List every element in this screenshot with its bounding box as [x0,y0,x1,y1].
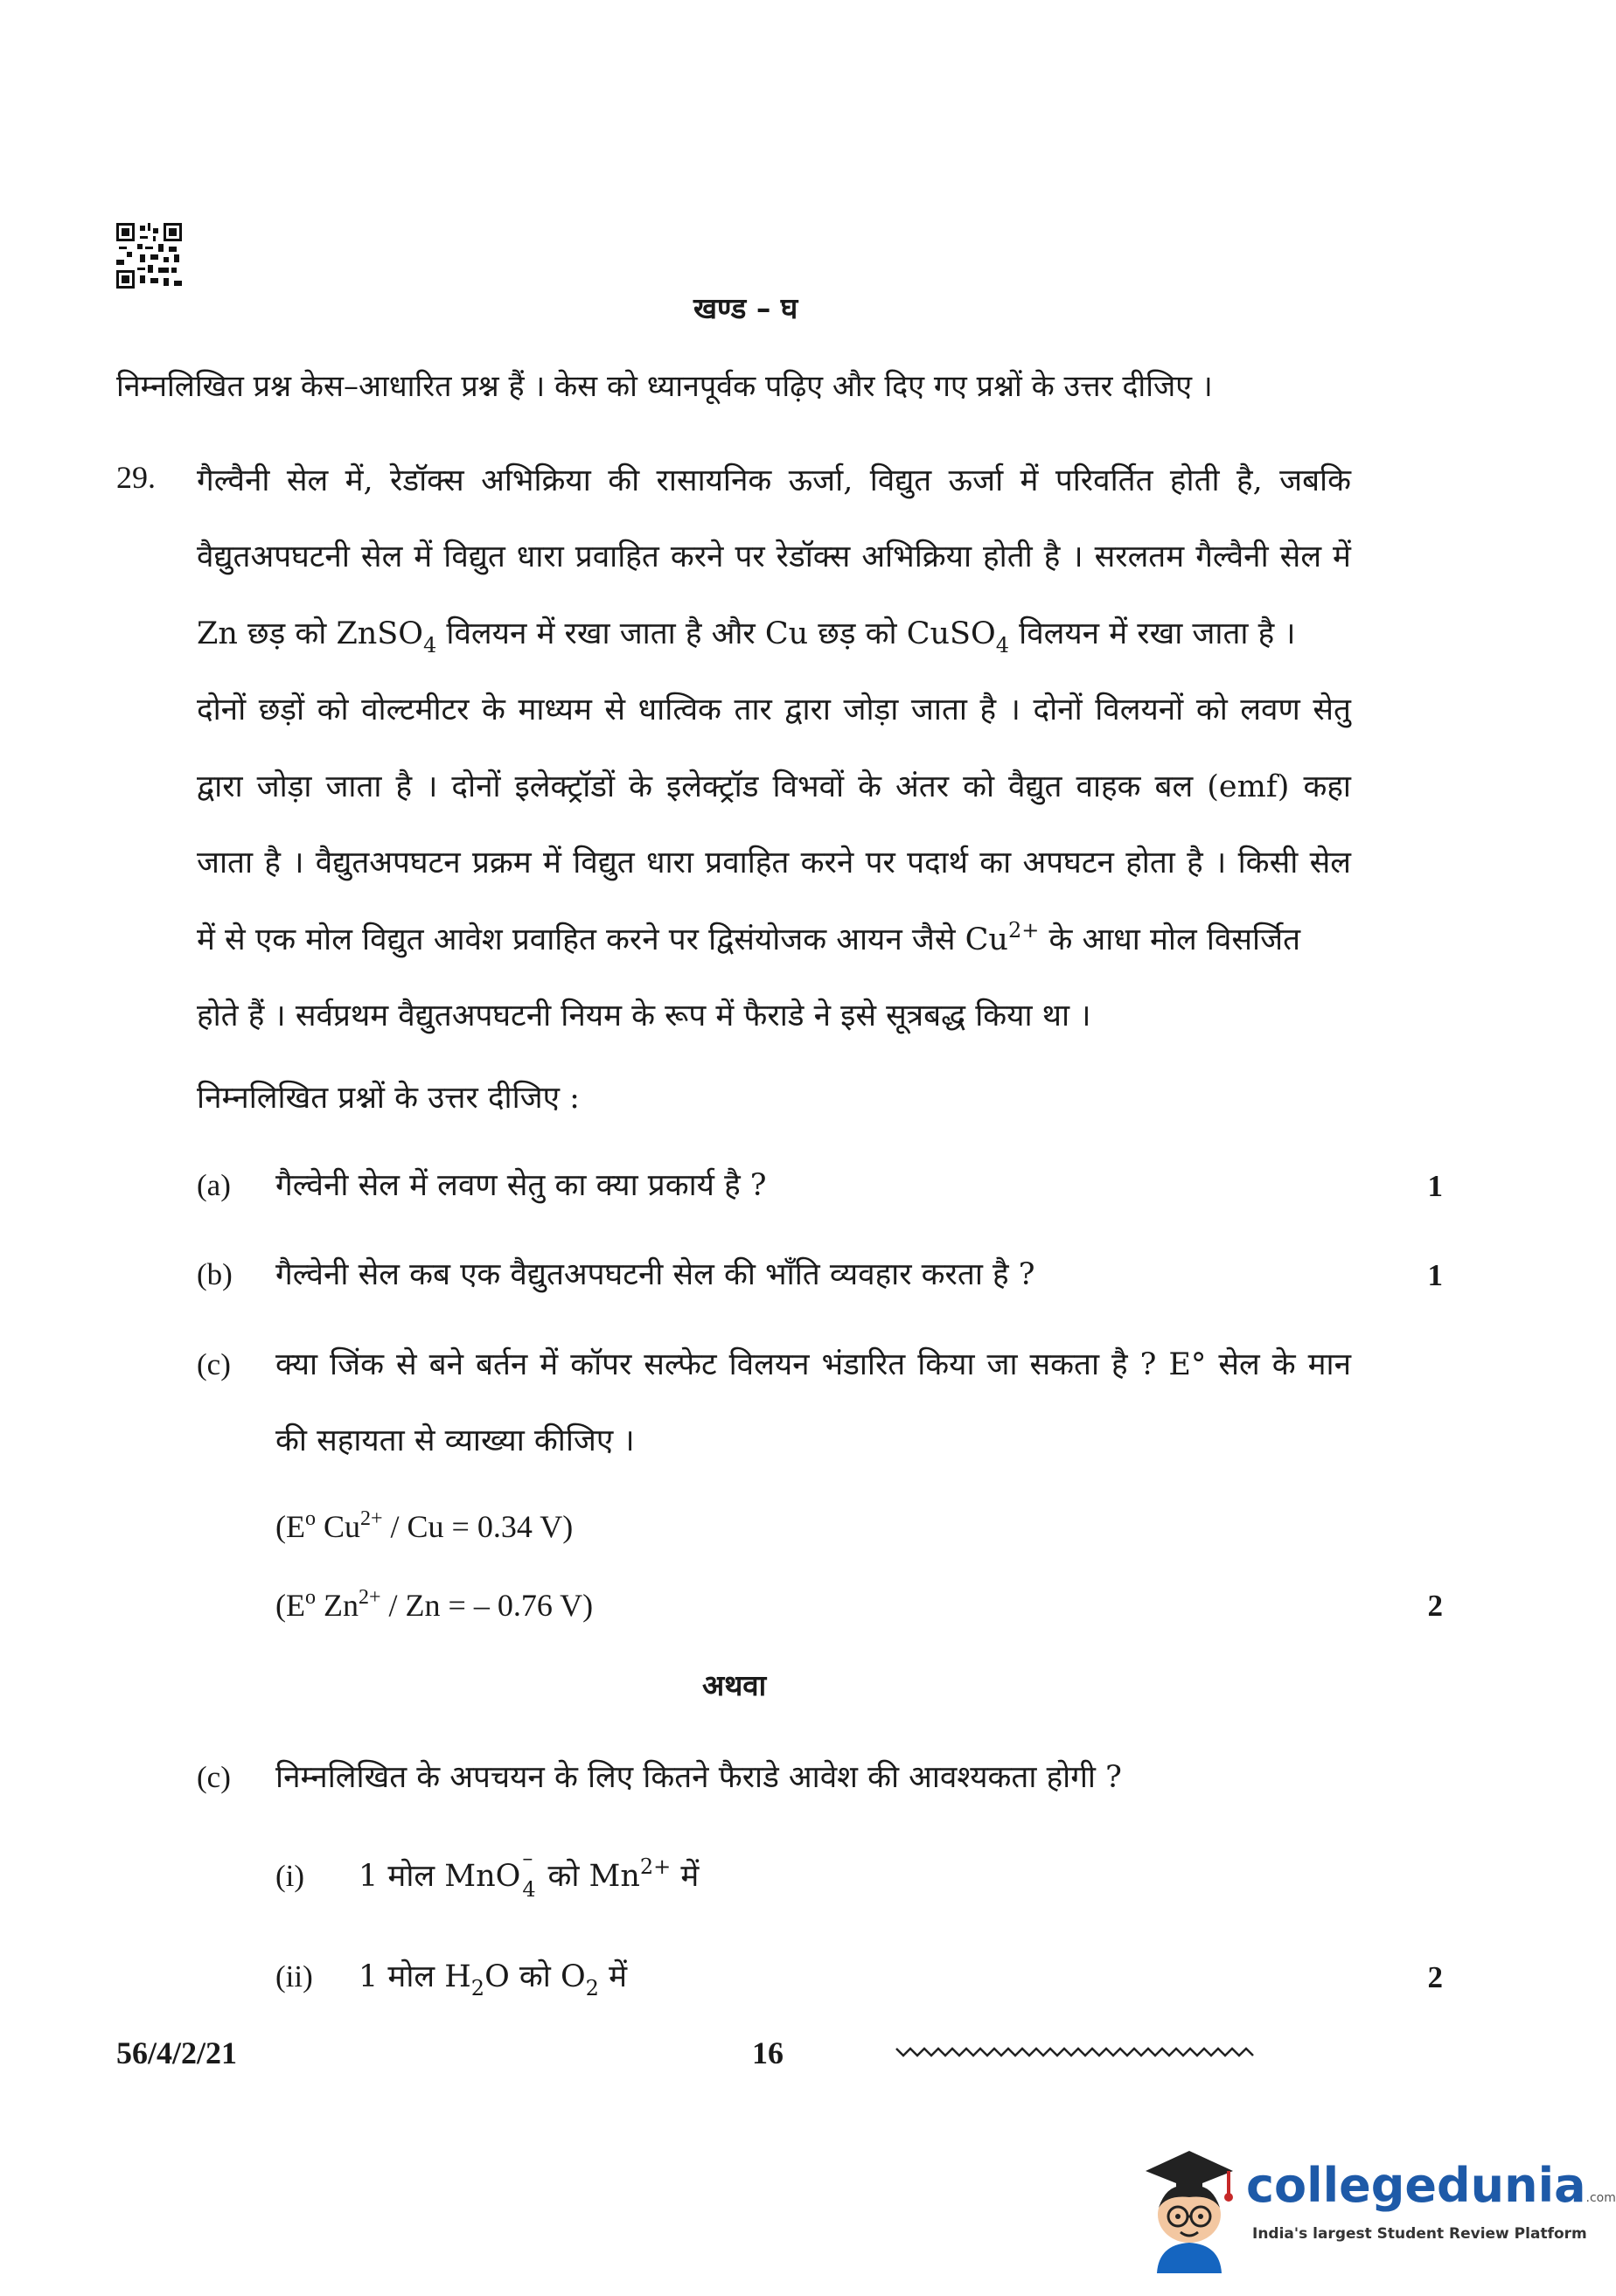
part-c-alt-marks: 2 [1427,1960,1443,1994]
part-c-label: (c) [197,1347,231,1381]
sub-part-ii-label: (ii) [275,1959,313,1993]
equation-cu: ($E^o$ $Cu^{2+} / Cu = 0.34$ V) [275,1507,574,1544]
part-b-label: (b) [197,1257,233,1291]
part-c-marks: 2 [1427,1589,1443,1623]
sub-part-i-label: (i) [275,1859,305,1893]
question-prompt: निम्नलिखित प्रश्नों के उत्तर दीजिए : [197,1081,580,1116]
mascot-icon [1141,2146,1237,2273]
part-c-line1: क्या जिंक से बने बर्तन में कॉपर सल्फेट विलयन भंडारित किया जा सकता है ? E° सेल के मान [275,1347,1351,1382]
passage-line: दोनों छड़ों को वोल्टमीटर के माध्यम से धात्विक तार द्वारा जोड़ा जाता है । दोनों विलयनों को लवण सेतु [197,692,1351,727]
part-a-marks: 1 [1427,1169,1443,1203]
part-b-marks: 1 [1427,1258,1443,1292]
squiggle-line-icon [896,2042,1255,2061]
passage-line: होते हैं । सर्वप्रथम वैद्युतअपघटनी नियम के रूप में फैराडे ने इसे सूत्रबद्ध किया था । [197,998,1091,1033]
paper-code: 56/4/2/21 [116,2035,238,2070]
equation-zn: ($E^o$ $Zn^{2+}$ / Zn = – 0.76 V) [275,1586,594,1623]
passage-line: वैद्युतअपघटनी सेल में विद्युत धारा प्रवाहित करने पर रेडॉक्स अभिक्रिया होती है । सरलतम गैल्वैनी सेल में [197,539,1351,574]
part-c-alt-text: निम्नलिखित के अपचयन के लिए कितने फैराडे आवेश की आवश्यकता होगी ? [275,1760,1122,1795]
passage-line: गैल्वैनी सेल में, रेडॉक्स अभिक्रिया की रासायनिक ऊर्जा, विद्युत ऊर्जा में परिवर्तित होती है, जबकि [197,463,1351,498]
part-c-line2: की सहायता से व्याख्या कीजिए । [275,1423,635,1458]
brand-name: collegedunia.com [1246,2158,1616,2213]
part-a-label: (a) [197,1168,231,1202]
qr-code-icon [116,223,182,289]
part-b-text: गैल्वेनी सेल कब एक वैद्युतअपघटनी सेल की भाँति व्यवहार करता है ? [275,1257,1035,1292]
passage-line: Zn छड़ को ZnSO$_4$ विलयन में रखा जाता है और Cu छड़ को CuSO$_4$ विलयन में रखा जाता है । [197,616,1296,657]
passage-line: में से एक मोल विद्युत आवेश प्रवाहित करने पर द्विसंयोजक आयन जैसे $Cu^{2+}$ के आधा मोल विसर्जित [197,918,1301,957]
sub-part-i-text: 1 मोल MnO – 4 को $Mn^{2+}$ में [359,1845,700,1902]
passage-line: द्वारा जोड़ा जाता है । दोनों इलेक्ट्रॉडों के इलेक्ट्रॉड विभवों के अंतर को वैद्युत वाहक बल (emf) कहा [197,769,1351,804]
question-number: 29. [116,460,156,495]
passage-line: जाता है । वैद्युतअपघटन प्रक्रम में विद्युत धारा प्रवाहित करने पर पदार्थ का अपघटन होता है । किसी सेल [197,845,1351,880]
section-title: खण्ड – घ [693,291,798,325]
page-number: 16 [752,2035,784,2070]
sub-part-ii-text: 1 मोल $H_2O$ को $O_2$ में [359,1959,627,2000]
part-a-text: गैल्वेनी सेल में लवण सेतु का क्या प्रकार्य है ? [275,1168,767,1203]
brand-tagline: India's largest Student Review Platform [1252,2225,1587,2243]
instruction-text: निम्नलिखित प्रश्न केस–आधारित प्रश्न हैं । केस को ध्यानपूर्वक पढ़िए और दिए गए प्रश्नों के उत्तर दीजिए । [116,369,1213,404]
part-c-alt-label: (c) [197,1760,231,1794]
or-label: अथवा [702,1668,767,1702]
